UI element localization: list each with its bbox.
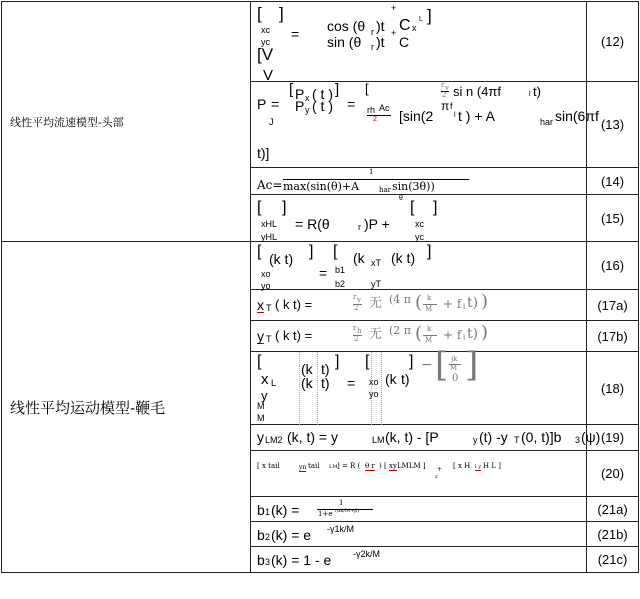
equation-row-12 <box>2 2 639 82</box>
equation-20: [ x tail yn tail LM ] = R ( θ r ) [ xy LMLM ] + z [ x H l y H L ] <box>251 451 587 497</box>
equation-table <box>1 1 639 573</box>
equation-13: P = [ P x ( t ) P y ( t ) ] = [ r v 2 si n (4πf l t) rh Ac 2 [sin(2 π f l t ) + A har sin(6πf J t)] <box>251 82 587 168</box>
section-label-flagellum: 线性平均运动模型-鞭毛 <box>2 242 251 573</box>
equation-17a: x T ( k t) = r v 2 无 (4 π ( k M + f l t) ) <box>251 290 587 321</box>
equation-16: [ (k t) ] xo yo = [ b1 (k xT (k t) ] b2 yT <box>251 242 587 290</box>
equation-19: y LM2 (k, t) = y LM (k, t) - [P y (t) -y T (0, t)]b 3 (ψ) <box>251 425 587 451</box>
equation-number-21b: (21b) <box>587 522 639 547</box>
equation-21c: b 3 (k) = 1 - e -γ2k/M <box>251 547 587 573</box>
equation-number-21c: (21c) <box>587 547 639 573</box>
equation-14: Ac= 1 max(sin(θ)+A har sin(3θ)) <box>251 168 587 195</box>
equation-number-17b: (17b) <box>587 321 639 352</box>
equation-17b: y T ( k t) = r h 2 无 (2 π ( k M + f l t) ) <box>251 321 587 352</box>
equation-12: [ ] xc yc = cos (θ r )t + C x L ] sin (θ r )t + C [V V <box>251 2 587 82</box>
equation-number-12: (12) <box>587 2 639 82</box>
equation-number-16: (16) <box>587 242 639 290</box>
equation-21a: b 1 (k) = 1 1+e (αk/M+β) <box>251 497 587 522</box>
equation-15: θ [ ] xHL yHL = R(θ r )P + [ ] xc yc <box>251 195 587 242</box>
equation-number-20: (20) <box>587 451 639 497</box>
section-label-head: 线性平均流速模型-头部 <box>2 2 251 242</box>
equation-number-14: (14) <box>587 168 639 195</box>
equation-number-13: (13) <box>587 82 639 168</box>
equation-number-15: (15) <box>587 195 639 242</box>
equation-number-17a: (17a) <box>587 290 639 321</box>
equation-18: [ x L y (k (k t) t) ] = [ xo yo (k t) ] − [ jk M 0 ] M M <box>251 352 587 425</box>
equation-21b: b 2 (k) = e -γ1k/M <box>251 522 587 547</box>
equation-number-19: (19) <box>587 425 639 451</box>
equation-row-16 <box>2 242 639 290</box>
equation-number-18: (18) <box>587 352 639 425</box>
equation-number-21a: (21a) <box>587 497 639 522</box>
